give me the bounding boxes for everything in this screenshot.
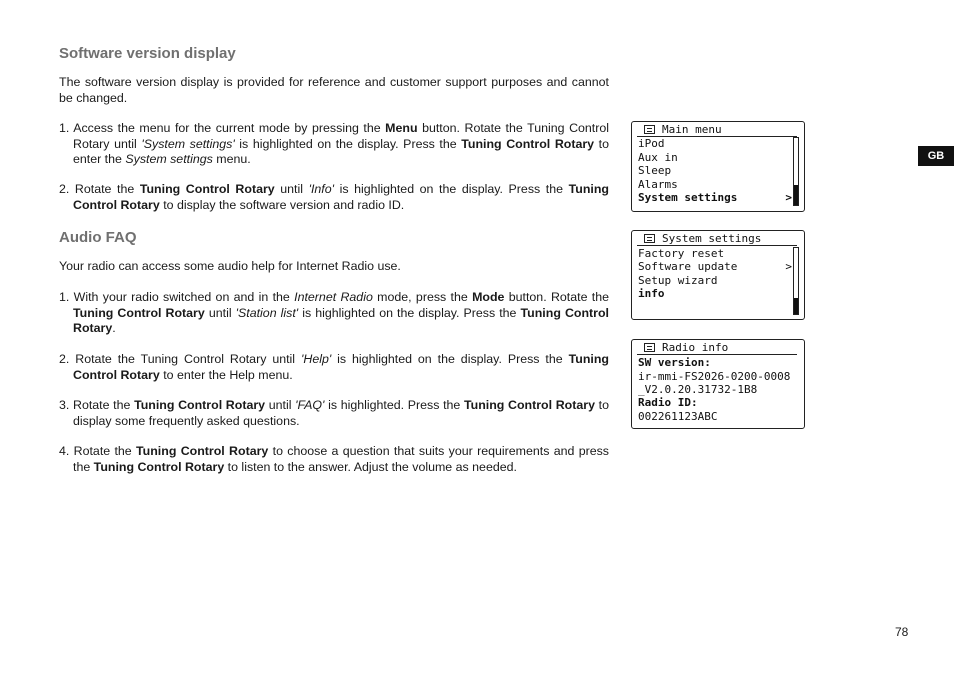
lcd-header <box>637 124 797 137</box>
lcd-main-menu <box>631 121 805 212</box>
sw-version-value: ir-mmi-FS2026-0200-0008 <box>638 370 791 383</box>
lcd-menu-item: iPod <box>638 137 665 150</box>
audio-faq-intro: Your radio can access some audio help for Internet Radio use. <box>59 259 401 273</box>
language-tab-gb: GB <box>918 146 954 166</box>
radio-id-value: 002261123ABC <box>638 410 718 423</box>
lcd-menu-item: Sleep <box>638 164 672 177</box>
lcd-title: Radio info <box>662 341 729 354</box>
software-step-2: 2. Rotate the Tuning Control Rotary until 'Info' is highlighted on the display. Press the Tuning Control Rotary to display the software version and radio ID. <box>59 182 609 212</box>
submenu-arrow-icon: > <box>785 260 792 273</box>
lcd-radio-info <box>631 339 805 429</box>
faq-step-4: 4. Rotate the Tuning Control Rotary to choose a question that suits your requirements and press the Tuning Control Rotary to listen to the answer. Adjust the volume as needed. <box>59 444 610 474</box>
lcd-scroll-thumb <box>794 298 798 315</box>
menu-list-icon <box>644 234 655 243</box>
page-number: 78 <box>895 625 909 639</box>
lcd-menu-item: Software update <box>638 260 738 273</box>
sw-version-label: SW version: <box>638 356 711 369</box>
lcd-scrollbar <box>793 137 799 206</box>
menu-list-icon <box>644 125 655 134</box>
lcd-menu-item-selected: info <box>638 287 665 300</box>
software-step-1: 1. Access the menu for the current mode by pressing the Menu button. Rotate the Tuning Control Rotary until 'System settings' is highlighted on the display. Press the Tuning Control Rotary to enter the System settings menu. <box>59 121 610 166</box>
lcd-menu-item: Setup wizard <box>638 274 718 287</box>
lcd-scrollbar <box>793 247 799 315</box>
lcd-menu-item: Alarms <box>638 178 678 191</box>
lcd-menu-item: Factory reset <box>638 247 725 260</box>
lcd-title: System settings <box>662 232 762 245</box>
section-title-software-version: Software version display <box>59 45 236 62</box>
radio-id-label: Radio ID: <box>638 396 698 409</box>
lcd-scroll-thumb <box>794 185 798 205</box>
faq-step-2: 2. Rotate the Tuning Control Rotary until 'Help' is highlighted on the display. Press the Tuning Control Rotary to enter the Help menu. <box>59 352 609 382</box>
faq-step-1: 1. With your radio switched on and in the Internet Radio mode, press the Mode button. Rotate the Tuning Control Rotary until 'Station list' is highlighted on the display. Press the Tuning Control Rotary. <box>59 290 610 335</box>
lcd-title: Main menu <box>662 123 722 136</box>
lcd-system-settings <box>631 230 805 320</box>
lcd-header <box>637 233 797 246</box>
lcd-menu-item: Aux in <box>638 151 678 164</box>
faq-step-3: 3. Rotate the Tuning Control Rotary until 'FAQ' is highlighted. Press the Tuning Control Rotary to display some frequently asked questions. <box>59 398 609 428</box>
submenu-arrow-icon: > <box>785 191 792 204</box>
lcd-menu-item-selected: System settings <box>638 191 738 204</box>
lcd-header <box>637 342 797 355</box>
menu-list-icon <box>644 343 655 352</box>
section-title-audio-faq: Audio FAQ <box>59 229 137 246</box>
sw-version-value-cont: _V2.0.20.31732-1B8 <box>638 383 758 396</box>
software-version-intro: The software version display is provided for reference and customer support purposes and cannot be changed. <box>59 75 609 105</box>
